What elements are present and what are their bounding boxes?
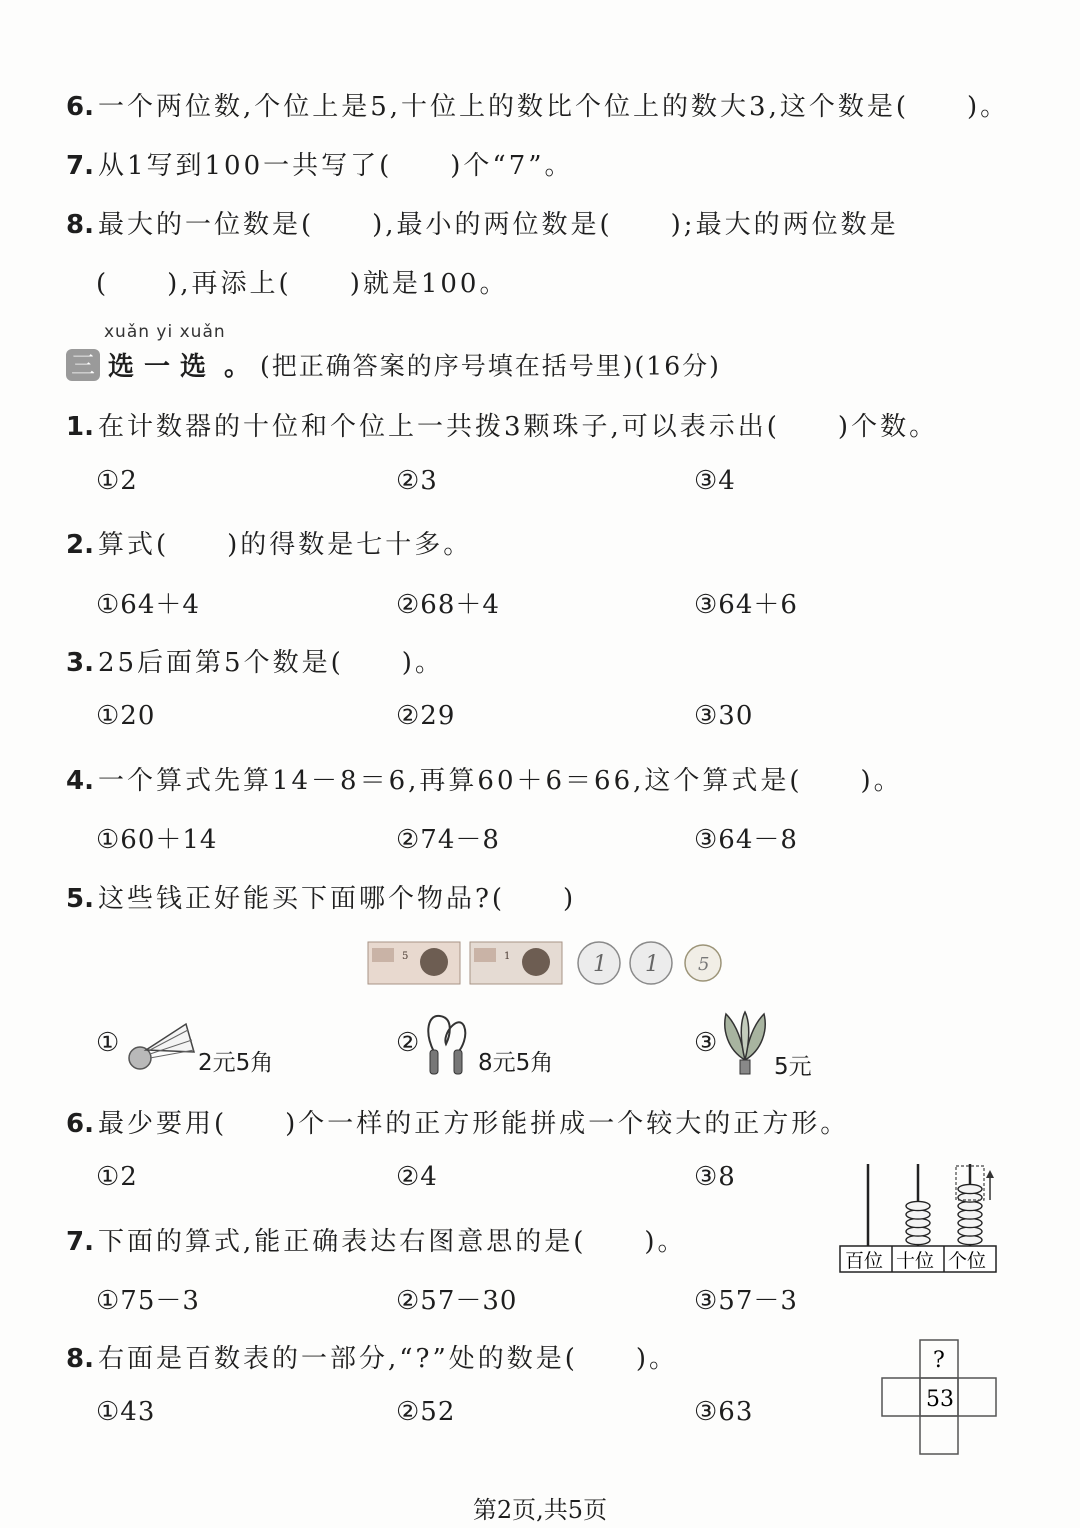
money-illustration (366, 936, 736, 988)
section-header (66, 346, 721, 383)
question-choice-1 (66, 406, 938, 443)
chart-cell-right (958, 1378, 996, 1416)
coin-1-yuan (578, 942, 620, 984)
option-2: ②3 (396, 466, 438, 496)
label-hundreds: 百位 (845, 1250, 884, 1272)
shuttlecock-image (124, 1016, 196, 1076)
question-text: 算式( )的得数是七十多。 (97, 530, 473, 560)
question-text: 最大的一位数是( ),最小的两位数是( );最大的两位数是 (97, 210, 899, 240)
question-number: 4. (66, 766, 94, 796)
question-number: 8. (66, 1344, 94, 1374)
chart-value-53: 53 (926, 1387, 954, 1412)
hundred-chart-fragment (878, 1338, 1002, 1458)
chart-cell-bottom (920, 1416, 958, 1454)
question-text: ( ),再添上( )就是100。 (96, 269, 509, 299)
chart-cell-left (882, 1378, 920, 1416)
question-fill-8 (66, 204, 899, 241)
question-choice-4 (66, 760, 903, 797)
option-1: ①2 (96, 1162, 138, 1192)
option-3: ③4 (694, 466, 736, 496)
option-2: ②74－8 (396, 825, 500, 855)
option-3: ③64＋6 (694, 590, 798, 620)
question-choice-3 (66, 642, 444, 679)
question-number: 8. (66, 210, 94, 240)
label-ones: 个位 (948, 1250, 987, 1272)
svg-text:5: 5 (698, 954, 710, 975)
banknote-1-yuan (470, 942, 562, 984)
option-1: ①64＋4 (96, 590, 200, 620)
option-3: ③64－8 (694, 825, 798, 855)
question-number: 7. (66, 1227, 94, 1257)
question-number: 7. (66, 151, 94, 181)
section-number-badge: 三 (66, 349, 100, 381)
question-fill-7 (66, 145, 574, 182)
question-fill-6 (66, 86, 1009, 123)
option-2: ②57－30 (396, 1286, 518, 1316)
option-3: ③57－3 (694, 1286, 798, 1316)
option-2: ②29 (396, 701, 456, 731)
jump-rope-image (420, 1012, 472, 1078)
question-mark: ? (933, 1348, 945, 1373)
question-text: 右面是百数表的一部分,“?”处的数是( )。 (97, 1344, 679, 1374)
question-number: 6. (66, 1109, 94, 1139)
svg-text:5: 5 (402, 951, 409, 962)
option-1: ①2 (96, 466, 138, 496)
option-2: ②4 (396, 1162, 438, 1192)
option-1: ①75－3 (96, 1286, 200, 1316)
option-2: ② (396, 1028, 421, 1058)
question-choice-8 (66, 1338, 678, 1375)
svg-text:1: 1 (504, 951, 511, 962)
section-pinyin: xuǎn yi xuǎn (104, 322, 226, 342)
question-choice-2 (66, 524, 472, 561)
question-choice-7 (66, 1221, 687, 1258)
option-2: ②52 (396, 1397, 456, 1427)
abacus-diagram (836, 1158, 1002, 1276)
section-title: 选一选 (108, 352, 217, 382)
label-tens: 十位 (896, 1250, 935, 1272)
option-3: ③63 (694, 1397, 754, 1427)
option-1: ① (96, 1028, 121, 1058)
question-text: 在计数器的十位和个位上一共拨3颗珠子,可以表示出( )个数。 (97, 412, 939, 442)
price-label: 5元 (774, 1054, 812, 1080)
option-1: ①60＋14 (96, 825, 218, 855)
question-number: 3. (66, 648, 94, 678)
svg-text:1: 1 (593, 952, 607, 977)
abacus-bead-ones (958, 1184, 982, 1193)
price-label: 2元5角 (198, 1050, 274, 1076)
abacus-bead-tens (906, 1201, 930, 1210)
feather-fan-image (718, 1010, 772, 1080)
question-choice-5 (66, 878, 576, 915)
option-1: ①43 (96, 1397, 156, 1427)
section-instructions: (把正确答案的序号填在括号里)(16分) (260, 351, 721, 381)
question-number: 6. (66, 92, 94, 122)
price-label: 8元5角 (478, 1050, 554, 1076)
option-3: ③ (694, 1028, 719, 1058)
question-text: 这些钱正好能买下面哪个物品?( ) (97, 884, 577, 914)
option-2: ②68＋4 (396, 590, 500, 620)
question-fill-8-continued (96, 263, 508, 300)
banknote-5-yuan (368, 942, 460, 984)
option-1: ①20 (96, 701, 156, 731)
question-text: 最少要用( )个一样的正方形能拼成一个较大的正方形。 (97, 1109, 850, 1139)
question-choice-6 (66, 1103, 849, 1140)
question-number: 5. (66, 884, 94, 914)
section-title-period: 。 (224, 352, 261, 382)
question-text: 一个算式先算14－8＝6,再算60＋6＝66,这个算式是( )。 (97, 766, 903, 796)
question-number: 1. (66, 412, 94, 442)
question-text: 25后面第5个数是( )。 (97, 648, 444, 678)
option-3: ③30 (694, 701, 754, 731)
question-number: 2. (66, 530, 94, 560)
page-footer: 第2页,共5页 (472, 1496, 608, 1524)
coin-5-jiao (685, 945, 721, 981)
question-text: 下面的算式,能正确表达右图意思的是( )。 (97, 1227, 687, 1257)
option-3: ③8 (694, 1162, 736, 1192)
svg-text:1: 1 (645, 952, 659, 977)
question-text: 从1写到100一共写了( )个“7”。 (97, 151, 574, 181)
question-text: 一个两位数,个位上是5,十位上的数比个位上的数大3,这个数是( )。 (97, 92, 1010, 122)
coin-1-yuan (630, 942, 672, 984)
